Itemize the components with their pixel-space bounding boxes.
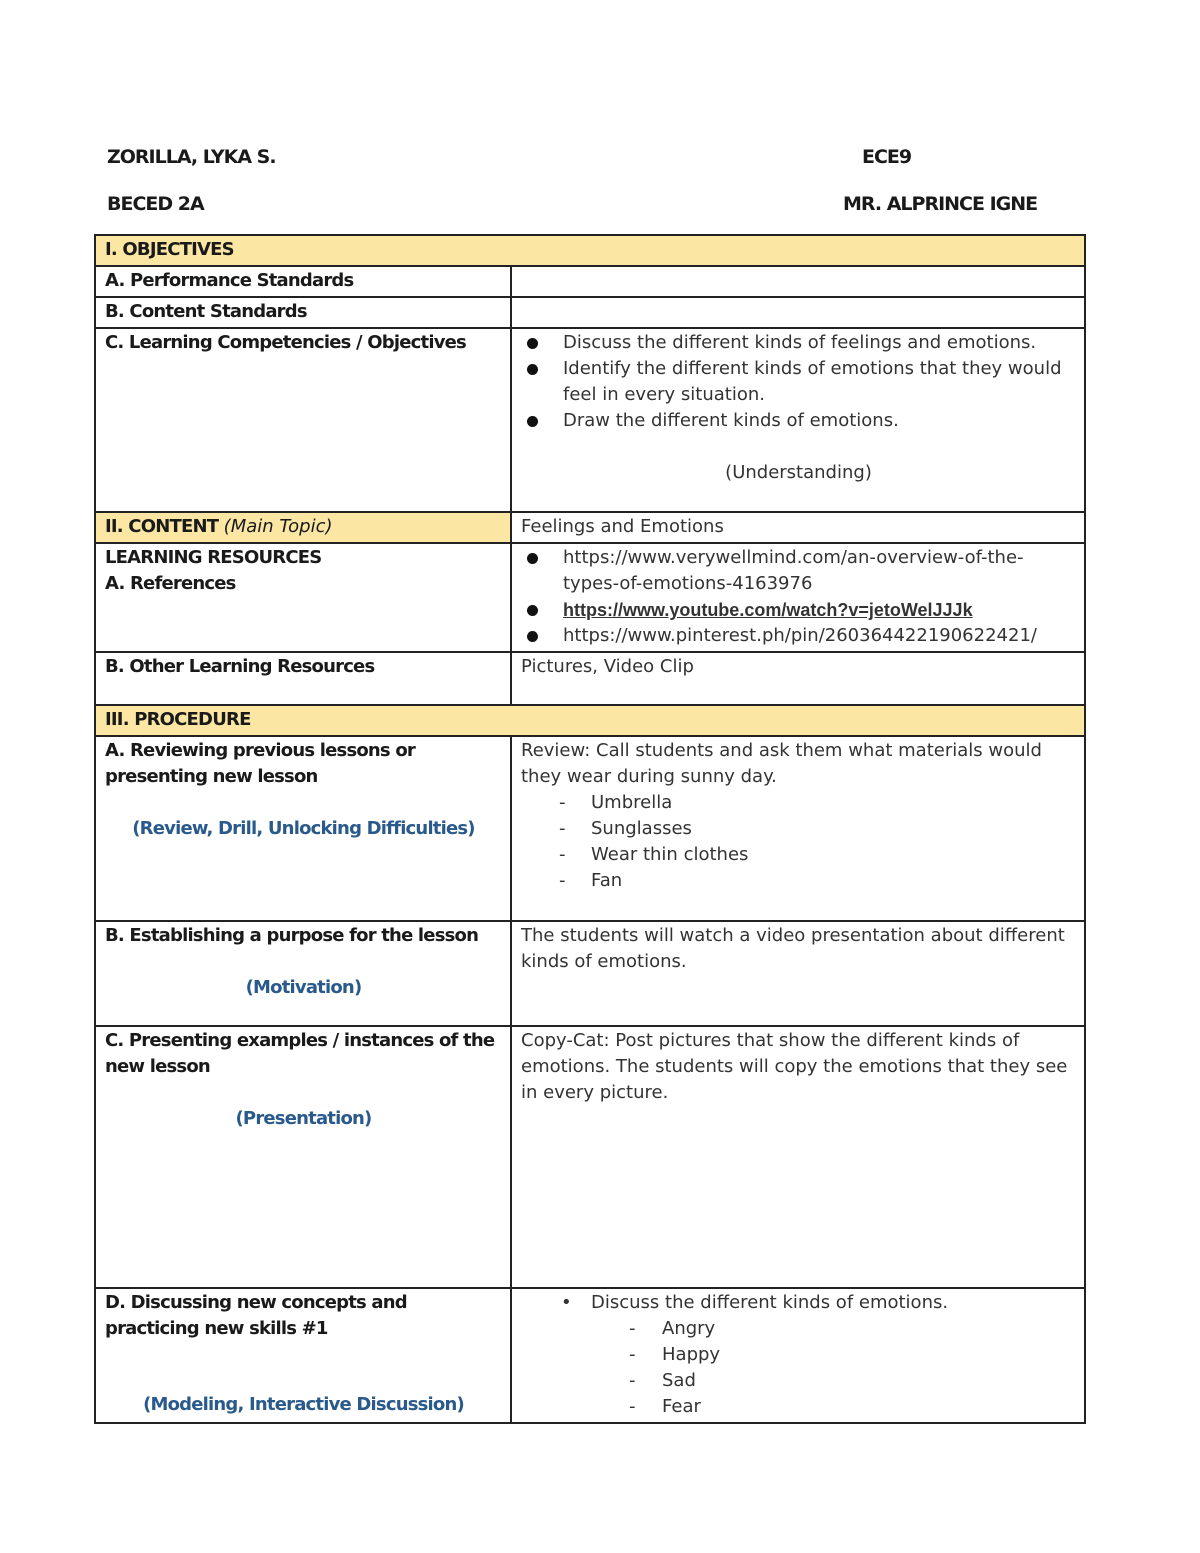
content-standards-label: B. Content Standards	[95, 297, 511, 328]
list-item: Identify the different kinds of emotions that they would feel in every situation.	[521, 356, 1076, 408]
procedure-b-label: B. Establishing a purpose for the lesson	[105, 925, 479, 946]
procedure-d-label-cell	[95, 1288, 511, 1423]
procedure-d-label: D. Discussing new concepts and practicing new skills #1	[105, 1292, 407, 1339]
procedure-d-sublist	[521, 1316, 1076, 1420]
procedure-b-value: The students will watch a video presentation about different kinds of emotions.	[511, 921, 1085, 1026]
competencies-value	[511, 328, 1085, 512]
procedure-d-value	[511, 1288, 1085, 1423]
section-title-objectives: I. OBJECTIVES	[95, 235, 1085, 266]
list-item: - Sad	[521, 1368, 1076, 1394]
list-item: - Angry	[521, 1316, 1076, 1342]
performance-standards-label: A. Performance Standards	[95, 266, 511, 297]
reference-link[interactable]: https://www.pinterest.ph/pin/260364422190622421/	[521, 623, 1076, 649]
list-item: - Wear thin clothes	[521, 842, 1076, 868]
procedure-a-list	[521, 790, 1076, 894]
content-standards-value	[511, 297, 1085, 328]
other-resources-value: Pictures, Video Clip	[511, 652, 1085, 705]
procedure-a-note: (Review, Drill, Unlocking Difficulties)	[132, 818, 475, 839]
learning-resources-cell	[95, 543, 511, 652]
teacher-name: MR. ALPRINCE IGNE	[843, 193, 1038, 215]
list-item: - Sunglasses	[521, 816, 1076, 842]
lesson-plan-table	[94, 234, 1086, 1424]
content-topic: Feelings and Emotions	[511, 512, 1085, 543]
section: BECED 2A	[107, 193, 204, 215]
competency-level: (Understanding)	[725, 462, 872, 483]
procedure-b-note: (Motivation)	[245, 977, 362, 998]
learning-resources-label: LEARNING RESOURCES	[105, 547, 322, 568]
student-name: ZORILLA, LYKA S.	[107, 146, 276, 168]
procedure-a-value	[511, 736, 1085, 921]
section-title-content	[95, 512, 511, 543]
table-row	[95, 543, 1085, 652]
list-item: Draw the different kinds of emotions.	[521, 408, 1076, 434]
course-code: ECE9	[862, 146, 912, 168]
references-label: A. References	[105, 573, 236, 594]
reference-link[interactable]: https://www.verywellmind.com/an-overview-of-the-types-of-emotions-4163976	[521, 545, 1076, 597]
references-value	[511, 543, 1085, 652]
table-row	[95, 736, 1085, 921]
other-resources-label: B. Other Learning Resources	[95, 652, 511, 705]
procedure-c-value: Copy-Cat: Post pictures that show the different kinds of emotions. The students will copy the emotions that they see in every picture.	[511, 1026, 1085, 1288]
procedure-b-label-cell	[95, 921, 511, 1026]
procedure-d-list	[521, 1290, 1076, 1316]
procedure-c-note: (Presentation)	[235, 1108, 372, 1129]
performance-standards-value	[511, 266, 1085, 297]
procedure-a-label-cell	[95, 736, 511, 921]
section-row-objectives	[95, 235, 1085, 266]
list-item: Discuss the different kinds of feelings and emotions.	[521, 330, 1076, 356]
table-row	[95, 512, 1085, 543]
content-title-note: (Main Topic)	[223, 516, 333, 537]
content-title: II. CONTENT	[105, 516, 219, 537]
procedure-d-note: (Modeling, Interactive Discussion)	[143, 1394, 464, 1415]
table-row	[95, 297, 1085, 328]
procedure-c-label-cell	[95, 1026, 511, 1288]
procedure-a-text: Review: Call students and ask them what materials would they wear during sunny day.	[521, 740, 1042, 787]
list-item: - Umbrella	[521, 790, 1076, 816]
procedure-c-label: C. Presenting examples / instances of the new lesson	[105, 1030, 495, 1077]
list-item: • Discuss the different kinds of emotions.	[521, 1290, 1076, 1316]
competencies-list	[521, 330, 1076, 434]
section-title-procedure: III. PROCEDURE	[95, 705, 1085, 736]
table-row	[95, 921, 1085, 1026]
section-row-procedure	[95, 705, 1085, 736]
table-row	[95, 1026, 1085, 1288]
table-row	[95, 328, 1085, 512]
table-row	[95, 1288, 1085, 1423]
list-item: - Fear	[521, 1394, 1076, 1420]
table-row	[95, 266, 1085, 297]
references-list	[521, 545, 1076, 649]
list-item: - Fan	[521, 868, 1076, 894]
procedure-a-label: A. Reviewing previous lessons or presenting new lesson	[105, 740, 415, 787]
reference-link[interactable]: https://www.youtube.com/watch?v=jetoWelJJJk	[521, 597, 1076, 623]
competencies-label: C. Learning Competencies / Objectives	[95, 328, 511, 512]
list-item: - Happy	[521, 1342, 1076, 1368]
table-row	[95, 652, 1085, 705]
